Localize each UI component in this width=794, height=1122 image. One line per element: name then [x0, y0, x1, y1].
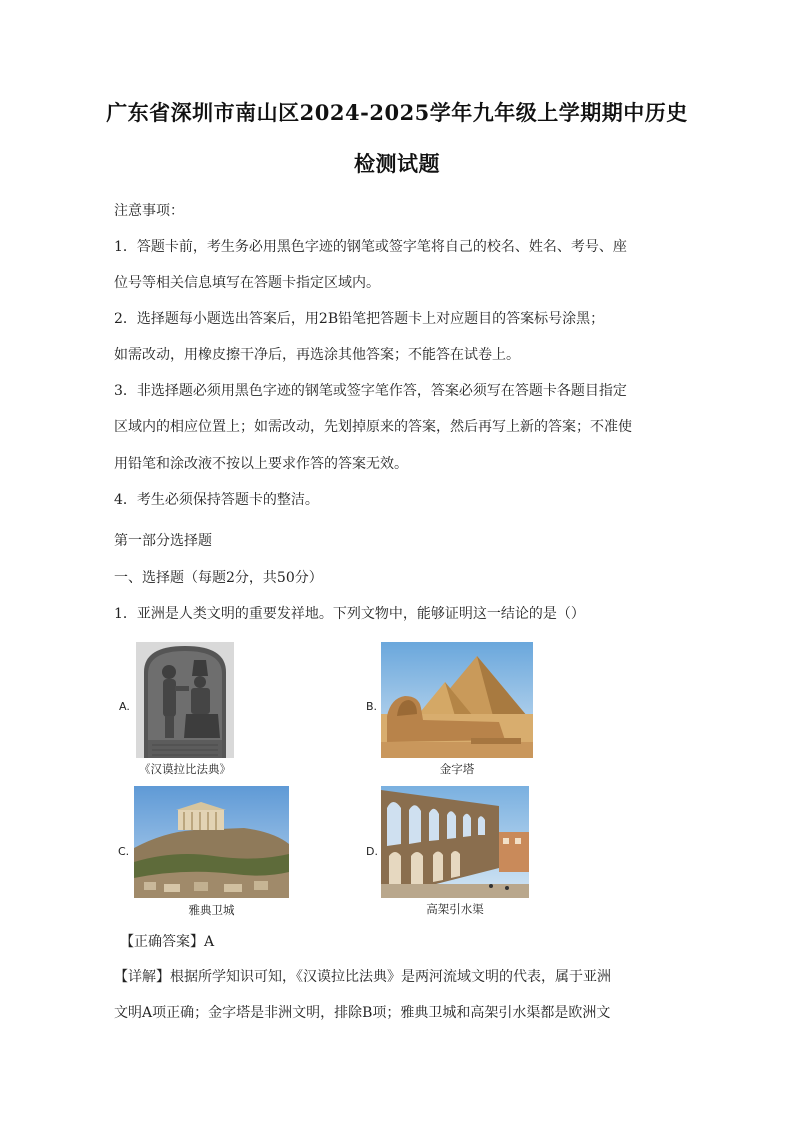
aqueduct-image [381, 786, 529, 898]
notice-line: 1．答题卡前，考生务必用黑色字迹的钢笔或签字笔将自己的校名、姓名、考号、座 [114, 239, 627, 255]
notice-line: 区域内的相应位置上；如需改动，先划掉原来的答案，然后再写上新的答案；不准使 [114, 419, 632, 435]
notice-heading: 注意事项： [114, 203, 184, 219]
option-b-letter: B. [366, 700, 378, 713]
page-title-line1: 广东省深圳市南山区2024-2025学年九年级上学期期中历史 [106, 100, 688, 125]
section-heading: 一、选择题（每题2分，共50分） [114, 570, 323, 586]
explanation-line: 【详解】根据所学知识可知，《汉谟拉比法典》是两河流域文明的代表，属于亚洲 [114, 969, 611, 985]
option-d-letter: D. [366, 845, 378, 858]
correct-answer: 【正确答案】A [120, 934, 215, 950]
option-d-caption: 高架引水渠 [426, 902, 484, 916]
notice-line: 用铅笔和涂改液不按以上要求作答的答案无效。 [114, 456, 408, 472]
notice-line: 如需改动，用橡皮擦干净后，再选涂其他答案；不能答在试卷上。 [114, 347, 520, 363]
option-c-caption: 雅典卫城 [188, 903, 235, 917]
notice-line: 3．非选择题必须用黑色字迹的钢笔或签字笔作答，答案必须写在答题卡各题目指定 [114, 383, 627, 399]
pyramid-sphinx-image [381, 642, 533, 758]
option-b-caption: 金字塔 [439, 762, 475, 776]
notice-line: 4．考生必须保持答题卡的整洁。 [114, 492, 319, 508]
notice-line: 位号等相关信息填写在答题卡指定区域内。 [114, 275, 380, 291]
section-part: 第一部分选择题 [114, 533, 212, 549]
question-stem: 1．亚洲是人类文明的重要发祥地。下列文物中，能够证明这一结论的是（） [114, 606, 585, 622]
option-a-caption: 《汉谟拉比法典》 [139, 762, 231, 776]
page-title-line2: 检测试题 [354, 151, 440, 176]
notice-line: 2．选择题每小题选出答案后，用2B铅笔把答题卡上对应题目的答案标号涂黑； [114, 311, 605, 327]
option-c-letter: C. [118, 845, 130, 858]
hammurabi-stele-image [136, 642, 234, 758]
explanation-line: 文明A项正确；金字塔是非洲文明，排除B项；雅典卫城和高架引水渠都是欧洲文 [114, 1005, 611, 1021]
option-a-letter: A. [119, 700, 130, 713]
acropolis-image [134, 786, 289, 898]
